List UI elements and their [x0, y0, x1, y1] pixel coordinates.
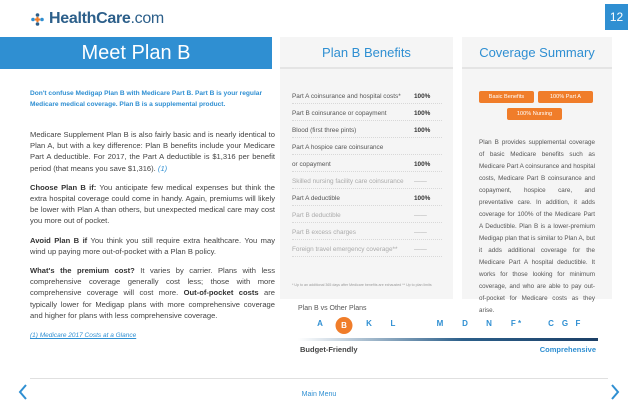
intro-text: Don't confuse Medigap Plan B with Medicare Part B. Part B is your regular Medicare medical coverage. Plan B is a supplemental product. — [30, 90, 263, 108]
scale-right-label: Comprehensive — [539, 345, 596, 354]
summary-text: Plan B provides supplemental coverage of basic Medicare benefits such as Medicare Part A coinsurance and hospital costs, Medicare Part B coinsurance and copayment, hospice care, and preventative care. In addition, it adds coverage for 100% of the Medicare Part A Deductible. Plan B is a lower-premium Medigap plan that is similar to Plan A, but it adds additional coverage for the Medicare Part A hospital deductible. It works for those looking for minimum coverage, and who are able to pay out-of-pocket for Medicare costs as they arise. — [479, 139, 595, 314]
plan-letter[interactable]: F * — [510, 319, 522, 328]
main-menu-link[interactable]: Main Menu — [301, 391, 337, 398]
plan-letter[interactable]: N — [486, 319, 492, 328]
footnote-ref[interactable]: (1) — [157, 163, 168, 173]
plan-letter[interactable]: F — [575, 319, 581, 328]
comparison-title: Plan B vs Other Plans — [298, 305, 367, 312]
badge-part-a: 100% Part A — [538, 91, 593, 103]
plan-letters — [298, 317, 598, 335]
next-page-button[interactable] — [606, 382, 624, 402]
chevron-right-icon — [610, 384, 620, 400]
scale-gradient-bar — [298, 338, 598, 341]
avoid-paragraph: Avoid Plan B if You think you still require extra healthcare. You may wind up paying more out-of-pocket with a Plan B policy. — [30, 235, 275, 256]
page-number: 12 — [605, 4, 628, 30]
footer-divider — [30, 378, 608, 379]
plan-letter[interactable]: C — [548, 319, 554, 328]
benefit-row: or copayment 100% — [292, 155, 442, 172]
benefit-row: Part B deductible —— — [292, 206, 442, 223]
plan-letter[interactable]: G — [561, 319, 569, 328]
plan-letter[interactable]: A — [317, 319, 323, 328]
premium-paragraph: What's the premium cost? It varies by carrier. Plans with less comprehensive coverage generally cost less; those with more comprehensive coverage will cost more. Out-of-pocket costs are typically lower for Medigap plans with more comprehensive coverage and higher for plans with less comprehensive coverage. — [30, 266, 275, 320]
page-title: Meet Plan B — [0, 37, 272, 69]
plan-letter[interactable]: L — [390, 319, 396, 328]
plan-letter-active[interactable]: B — [336, 317, 353, 334]
benefit-row: Part A coinsurance and hospital costs* 100% — [292, 87, 442, 104]
benefit-row: Foreign travel emergency coverage** —— — [292, 240, 442, 257]
plan-letter[interactable]: K — [366, 319, 372, 328]
benefit-row: Skilled nursing facility care coinsurance —— — [292, 172, 442, 189]
logo-people-icon — [30, 12, 45, 27]
benefit-row: Part A deductible 100% — [292, 189, 442, 206]
benefits-table — [292, 87, 442, 257]
choose-paragraph: Choose Plan B if: You anticipate few medical expenses but think the extra hospital coverage could come in handy. Again, premiums will likely be lower with Plan A than others, but unexpected medical care may cost you more out of pocket. — [30, 182, 275, 226]
footnote-link[interactable]: (1) Medicare 2017 Costs at a Glance — [30, 332, 137, 339]
scale-left-label: Budget-Friendly — [300, 345, 358, 354]
plan-letter[interactable]: M — [436, 319, 444, 328]
summary-panel — [462, 37, 612, 314]
benefit-row: Part B coinsurance or copayment 100% — [292, 104, 442, 121]
overview-paragraph: Medicare Supplement Plan B is also fairly basic and is nearly identical to Plan A, but with a key difference: Plan B benefits include your Medicare Part A deductible. For 2017, the Part A deductible is $1,316 per benefit period (that means you save $1,316). (1) — [30, 130, 275, 173]
plan-comparison — [298, 305, 598, 360]
benefits-title: Plan B Benefits — [280, 37, 453, 69]
brand-name: HealthCare.com — [49, 10, 164, 27]
benefits-footnote: * Up to an additional 365 days after Medicare benefits are exhausted ** Up to plan limits — [292, 283, 432, 287]
benefits-panel — [280, 37, 453, 299]
plan-description — [30, 129, 275, 329]
benefit-row: Part A hospice care coinsurance — [292, 138, 442, 155]
plan-letter[interactable]: D — [462, 319, 468, 328]
benefit-row: Blood (first three pints) 100% — [292, 121, 442, 138]
summary-title: Coverage Summary — [462, 37, 612, 69]
badge-nursing: 100% Nursing — [507, 108, 562, 120]
healthcare-logo[interactable] — [30, 8, 164, 30]
benefit-row: Part B excess charges —— — [292, 223, 442, 240]
badge-basic-benefits: Basic Benefits — [479, 91, 534, 103]
